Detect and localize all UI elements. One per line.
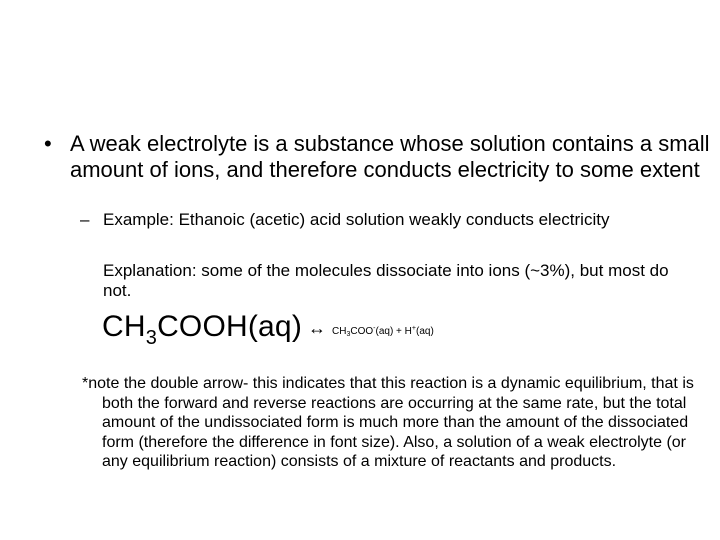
product-aq-h: (aq) + H — [375, 326, 412, 337]
product-charge-minus: - — [373, 325, 376, 332]
double-arrow-icon: ↔ — [308, 318, 327, 338]
equation-products — [332, 326, 434, 337]
product-coo: COO — [350, 326, 374, 337]
equation-reactant — [102, 310, 303, 349]
reactant-ch: CH — [102, 310, 146, 343]
note-text: *note the double arrow- this indicates that this reaction is a dynamic equilibrium, that is both the forward and reverse reactions are occurring at the same rate, but the total amount of the undissociated form is much more than the amount of the dissociated form (therefore the difference in font size). Also, a solution of a weak electrolyte (or any equilibrium reaction) consists of a mixture of reactants and products. — [82, 375, 694, 470]
product-aq: (aq) — [416, 326, 434, 337]
product-charge-plus: + — [411, 325, 416, 332]
explanation-text: Explanation: some of the molecules dissociate into ions (~3%), but most do not. — [103, 261, 669, 300]
bullet-text: A weak electrolyte is a substance whose solution contains a small amount of ions, and therefore conducts electricity to some extent — [70, 131, 710, 182]
example-text: Example: Ethanoic (acetic) acid solution weakly conducts electricity — [103, 210, 610, 229]
product-subscript: 3 — [346, 331, 351, 338]
reactant-subscript: 3 — [145, 327, 158, 349]
dissociation-equation — [102, 309, 434, 349]
bullet-marker: • — [44, 131, 52, 156]
product-ch: CH — [332, 326, 347, 337]
sub-bullet-marker: – — [80, 210, 90, 229]
reactant-cooh: COOH(aq) — [157, 310, 303, 343]
